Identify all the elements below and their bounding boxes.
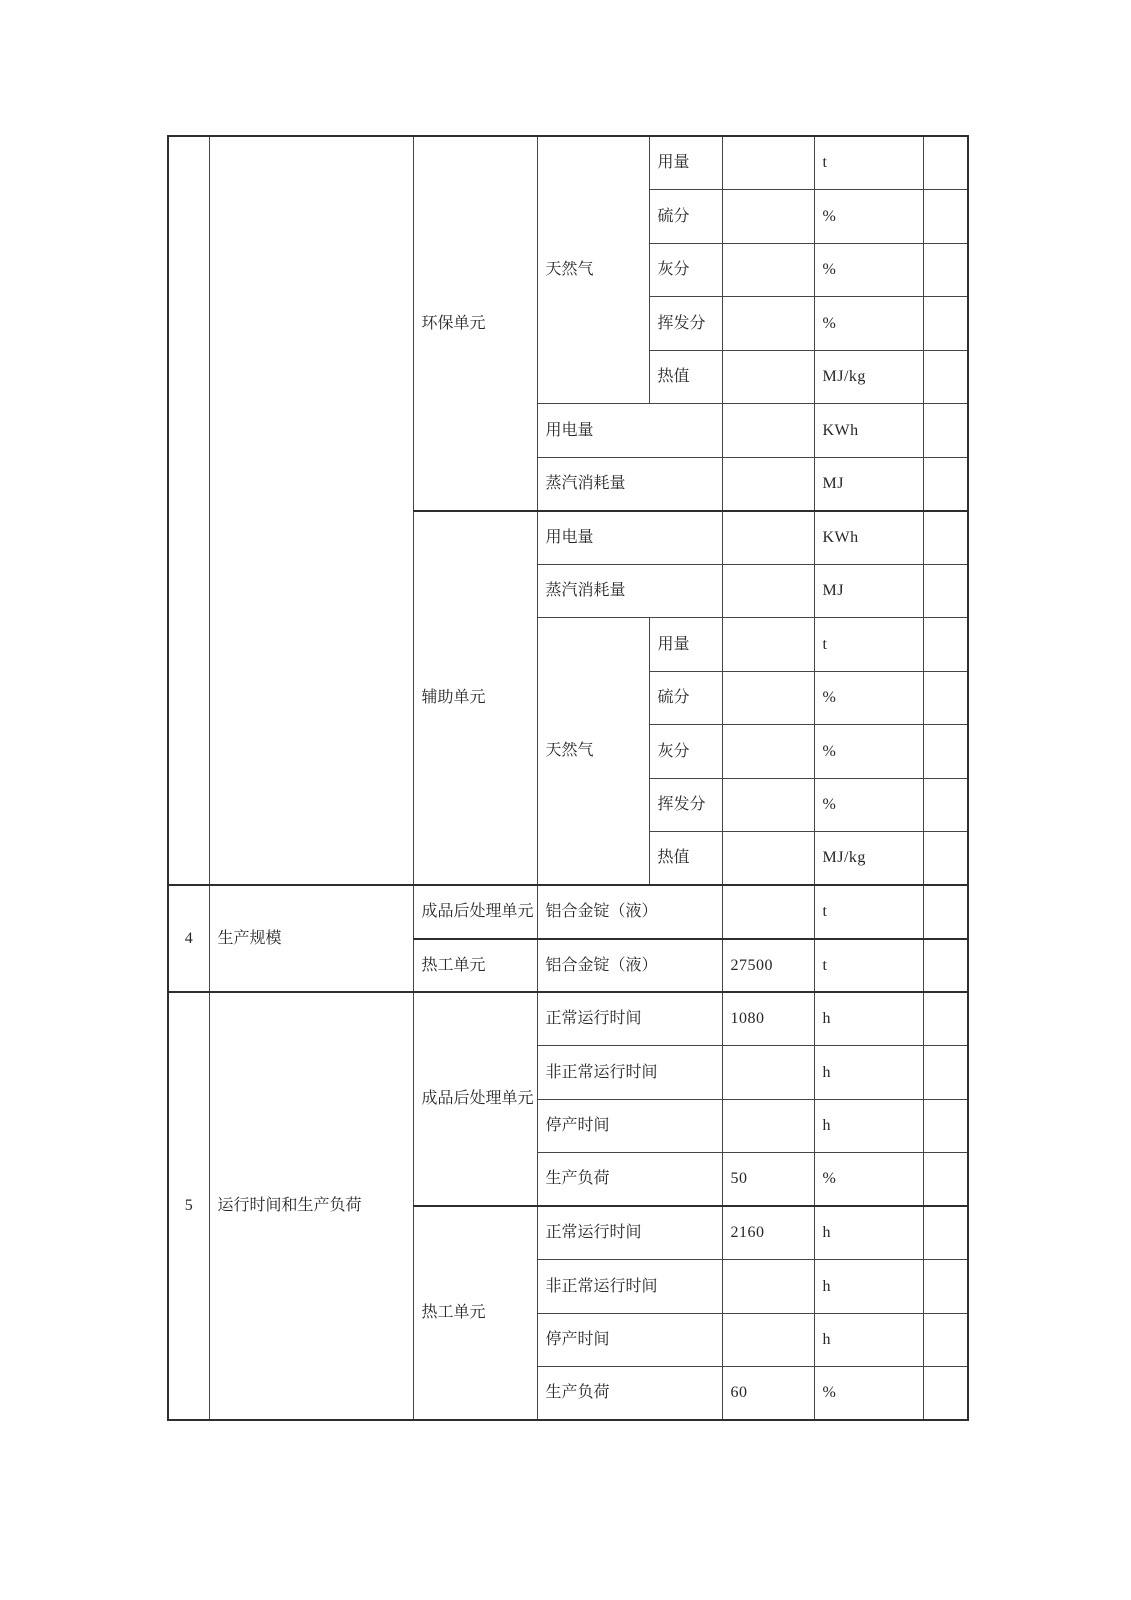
cell-sub-item: 硫分 [649, 671, 722, 725]
cell-sub-item: 热值 [649, 350, 722, 404]
cell-item: 铝合金锭（液） [537, 939, 722, 993]
cell-extra [923, 243, 968, 297]
cell-extra [923, 992, 968, 1046]
cell-unit: % [814, 1367, 923, 1421]
cell-item: 正常运行时间 [537, 992, 722, 1046]
cell-extra [923, 618, 968, 672]
cell-unit-group: 成品后处理单元 [413, 885, 537, 939]
cell-unit: % [814, 243, 923, 297]
cell-value [722, 778, 814, 832]
cell-extra [923, 190, 968, 244]
cell-sub-item: 热值 [649, 832, 722, 886]
cell-value: 27500 [722, 939, 814, 993]
cell-unit: t [814, 885, 923, 939]
cell-unit: h [814, 992, 923, 1046]
cell-item: 生产负荷 [537, 1153, 722, 1207]
cell-unit: h [814, 1206, 923, 1260]
cell-category: 生产规模 [209, 885, 413, 992]
cell-unit: MJ [814, 564, 923, 618]
cell-value: 1080 [722, 992, 814, 1046]
cell-unit: % [814, 1153, 923, 1207]
cell-unit: % [814, 778, 923, 832]
cell-unit: h [814, 1313, 923, 1367]
cell-extra [923, 1313, 968, 1367]
cell-extra [923, 511, 968, 565]
table-row [168, 992, 968, 1046]
cell-unit: % [814, 671, 923, 725]
cell-extra [923, 1153, 968, 1207]
cell-value [722, 725, 814, 779]
cell-extra [923, 1206, 968, 1260]
cell-extra [923, 136, 968, 190]
cell-sub-item: 用量 [649, 136, 722, 190]
cell-unit: MJ/kg [814, 350, 923, 404]
cell-unit-group: 辅助单元 [413, 511, 537, 886]
cell-item: 天然气 [537, 618, 649, 886]
cell-value [722, 457, 814, 511]
cell-extra [923, 1099, 968, 1153]
cell-serial: 4 [168, 885, 209, 992]
cell-extra [923, 350, 968, 404]
cell-item: 蒸汽消耗量 [537, 457, 722, 511]
cell-unit: MJ [814, 457, 923, 511]
cell-extra [923, 564, 968, 618]
cell-category [209, 136, 413, 885]
cell-value [722, 243, 814, 297]
cell-extra [923, 939, 968, 993]
cell-unit: h [814, 1099, 923, 1153]
cell-extra [923, 404, 968, 458]
cell-sub-item: 灰分 [649, 243, 722, 297]
cell-extra [923, 1367, 968, 1421]
cell-value [722, 1313, 814, 1367]
cell-unit: t [814, 939, 923, 993]
cell-unit-group: 热工单元 [413, 1206, 537, 1420]
cell-category: 运行时间和生产负荷 [209, 992, 413, 1420]
cell-item: 铝合金锭（液） [537, 885, 722, 939]
cell-sub-item: 用量 [649, 618, 722, 672]
cell-value [722, 511, 814, 565]
cell-value [722, 404, 814, 458]
cell-unit-group: 成品后处理单元 [413, 992, 537, 1206]
cell-value [722, 190, 814, 244]
cell-value [722, 671, 814, 725]
cell-value: 2160 [722, 1206, 814, 1260]
cell-unit: % [814, 725, 923, 779]
table-row [168, 136, 968, 190]
cell-extra [923, 885, 968, 939]
cell-value [722, 618, 814, 672]
cell-extra [923, 1046, 968, 1100]
cell-extra [923, 725, 968, 779]
spec-table [167, 135, 969, 1421]
cell-value [722, 136, 814, 190]
cell-unit: MJ/kg [814, 832, 923, 886]
cell-extra [923, 778, 968, 832]
cell-value [722, 350, 814, 404]
cell-extra [923, 671, 968, 725]
cell-unit: h [814, 1260, 923, 1314]
cell-extra [923, 832, 968, 886]
cell-value [722, 832, 814, 886]
cell-sub-item: 硫分 [649, 190, 722, 244]
cell-extra [923, 457, 968, 511]
cell-value [722, 564, 814, 618]
cell-value [722, 1046, 814, 1100]
cell-item: 生产负荷 [537, 1367, 722, 1421]
cell-unit-group: 环保单元 [413, 136, 537, 511]
cell-value [722, 297, 814, 351]
cell-unit: KWh [814, 404, 923, 458]
cell-value [722, 1260, 814, 1314]
cell-unit: % [814, 297, 923, 351]
cell-item: 用电量 [537, 511, 722, 565]
cell-item: 用电量 [537, 404, 722, 458]
cell-unit: t [814, 618, 923, 672]
cell-item: 正常运行时间 [537, 1206, 722, 1260]
cell-item: 天然气 [537, 136, 649, 404]
cell-item: 蒸汽消耗量 [537, 564, 722, 618]
cell-unit: h [814, 1046, 923, 1100]
cell-sub-item: 灰分 [649, 725, 722, 779]
cell-serial [168, 136, 209, 885]
cell-sub-item: 挥发分 [649, 778, 722, 832]
cell-unit: % [814, 190, 923, 244]
cell-unit: KWh [814, 511, 923, 565]
cell-item: 停产时间 [537, 1313, 722, 1367]
cell-unit: t [814, 136, 923, 190]
cell-unit-group: 热工单元 [413, 939, 537, 993]
cell-item: 非正常运行时间 [537, 1260, 722, 1314]
cell-item: 停产时间 [537, 1099, 722, 1153]
cell-sub-item: 挥发分 [649, 297, 722, 351]
cell-value: 60 [722, 1367, 814, 1421]
cell-item: 非正常运行时间 [537, 1046, 722, 1100]
cell-extra [923, 1260, 968, 1314]
cell-value: 50 [722, 1153, 814, 1207]
table-row [168, 885, 968, 939]
cell-serial: 5 [168, 992, 209, 1420]
cell-extra [923, 297, 968, 351]
cell-value [722, 885, 814, 939]
cell-value [722, 1099, 814, 1153]
